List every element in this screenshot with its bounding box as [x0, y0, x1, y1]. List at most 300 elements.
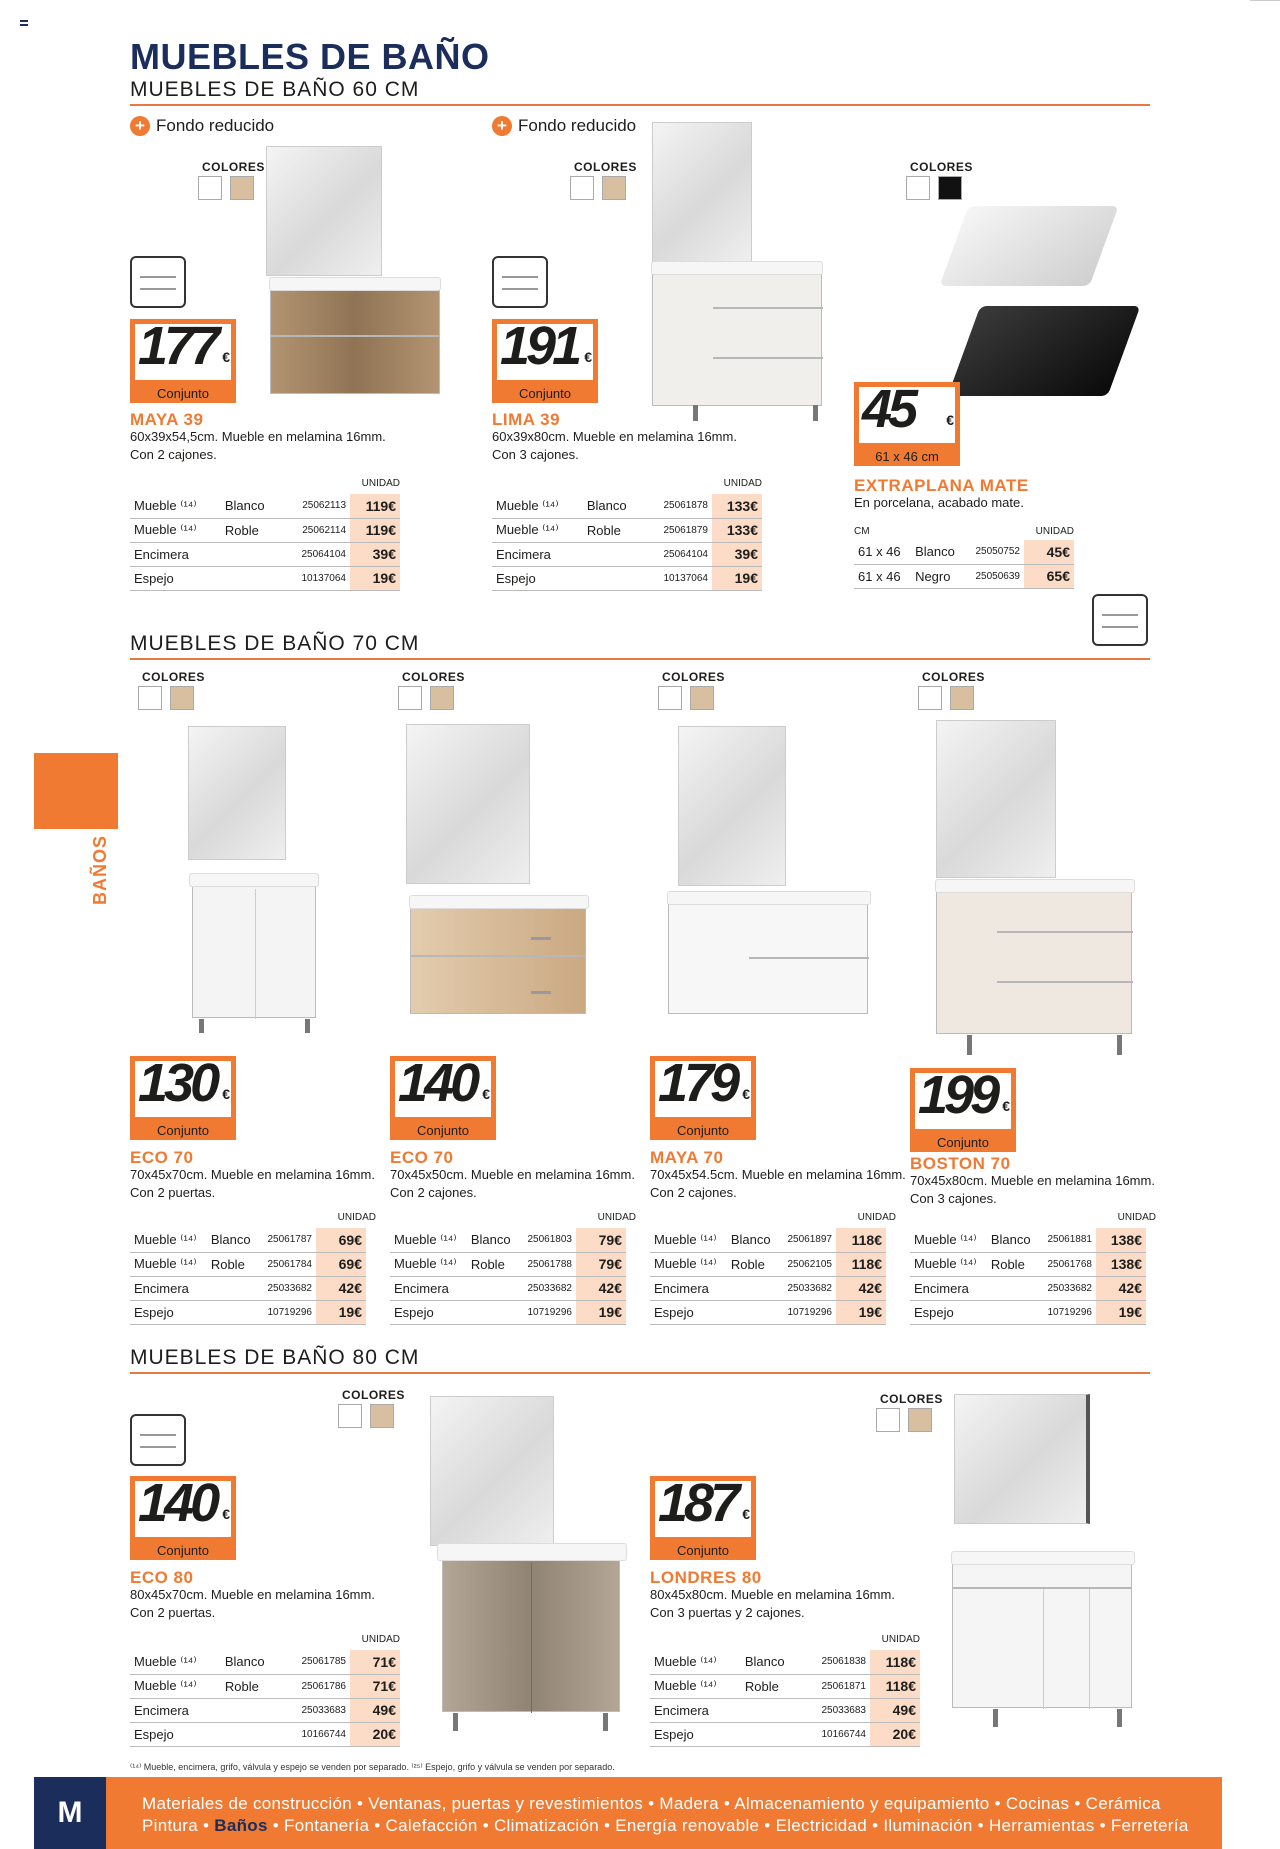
euro-sign: €: [222, 1506, 230, 1522]
item-cell: Mueble ⁽¹⁴⁾: [130, 518, 221, 542]
price-table: [130, 1650, 400, 1747]
item-cell: Mueble ⁽¹⁴⁾: [492, 494, 583, 518]
finish-cell: [583, 542, 645, 566]
cabinet-leg: [693, 405, 698, 421]
price-table: [854, 540, 1074, 589]
table-row: [130, 1300, 366, 1324]
drawer-line: [411, 955, 585, 957]
countertop-image: [935, 879, 1135, 893]
fondo-reducido-label: Fondo reducido: [156, 116, 275, 135]
unidad-label: UNIDAD: [857, 1212, 896, 1223]
ref-code-cell: 10719296: [259, 1300, 316, 1324]
price-cell: 71€: [350, 1674, 400, 1698]
unidad-label: UNIDAD: [337, 1212, 376, 1223]
section-60cm-heading: MUEBLES DE BAÑO 60 CM: [130, 78, 1150, 106]
price-value: 140: [138, 1473, 217, 1533]
item-cell: Espejo: [650, 1722, 741, 1746]
ref-code-cell: 25033682: [519, 1276, 576, 1300]
product-extraplana-mate: [854, 116, 1154, 596]
ref-code-cell: 25061786: [282, 1674, 350, 1698]
ref-code-cell: 25061803: [519, 1228, 576, 1252]
price-value: 177: [138, 316, 217, 376]
price-cell: 39€: [350, 542, 400, 566]
finish-cell: [221, 1698, 283, 1722]
unidad-label: UNIDAD: [597, 1212, 636, 1223]
ref-code-cell: 25064104: [282, 542, 350, 566]
item-cell: Mueble ⁽¹⁴⁾: [650, 1650, 741, 1674]
table-row: [130, 566, 400, 590]
colores-label: COLORES: [880, 1392, 943, 1406]
price-cell: 71€: [350, 1650, 400, 1674]
price-table: [492, 494, 762, 591]
colores-label: COLORES: [922, 670, 985, 684]
table-row: [130, 1252, 366, 1276]
finish-cell: Blanco: [727, 1228, 779, 1252]
unidad-label: UNIDAD: [1117, 1212, 1156, 1223]
item-cell: Mueble ⁽¹⁴⁾: [910, 1252, 987, 1276]
finish-cell: [583, 566, 645, 590]
product-name: ECO 70: [390, 1148, 454, 1167]
product-desc-line1: 80x45x70cm. Mueble en melamina 16mm.: [130, 1587, 375, 1602]
conjunto-label: Conjunto: [156, 1543, 210, 1558]
product-desc-line2: Con 2 cajones.: [650, 1185, 737, 1200]
product-desc-line2: Con 2 puertas.: [130, 1605, 216, 1620]
table-row: [650, 1650, 920, 1674]
drawer-line: [997, 981, 1133, 983]
price-tag: [910, 1065, 1016, 1152]
ref-code-cell: 25061788: [519, 1252, 576, 1276]
ref-code-cell: 10719296: [1039, 1300, 1096, 1324]
footer-cat-pintura[interactable]: Pintura •: [142, 1816, 215, 1835]
price-cell: 79€: [576, 1228, 626, 1252]
ref-code-cell: 25064104: [644, 542, 712, 566]
item-cell: Mueble ⁽¹⁴⁾: [910, 1228, 987, 1252]
finish-cell: Roble: [987, 1252, 1039, 1276]
color-swatch-oak[interactable]: [908, 1408, 932, 1432]
table-row: [854, 564, 1074, 588]
item-cell: Encimera: [650, 1276, 727, 1300]
color-swatch-white[interactable]: [906, 176, 930, 200]
product-name: MAYA 70: [650, 1148, 724, 1167]
ref-code-cell: 25061784: [259, 1252, 316, 1276]
product-desc-line2: Con 2 cajones.: [390, 1185, 477, 1200]
item-cell: 61 x 46: [854, 540, 911, 564]
price-value: 130: [138, 1053, 217, 1113]
footer-cat-rest[interactable]: • Fontanería • Calefacción • Climatización • Energía renovable • Electricidad • Iluminación • Herramientas • Ferretería: [267, 1816, 1189, 1835]
color-swatch-oak[interactable]: [690, 686, 714, 710]
item-cell: Mueble ⁽¹⁴⁾: [390, 1228, 467, 1252]
color-swatch-white[interactable]: [876, 1408, 900, 1432]
table-row: [650, 1722, 920, 1746]
cabinet-image: [952, 1558, 1132, 1708]
table-row: [910, 1228, 1146, 1252]
conjunto-label: Conjunto: [156, 1123, 210, 1138]
product-desc-line2: Con 2 cajones.: [130, 447, 217, 462]
conjunto-label: Conjunto: [676, 1123, 730, 1138]
price-tag: [130, 1473, 236, 1560]
colores-label: COLORES: [202, 160, 265, 174]
price-cell: 20€: [350, 1722, 400, 1746]
ref-code-cell: 25061878: [644, 494, 712, 518]
table-row: [492, 566, 762, 590]
item-cell: Mueble ⁽¹⁴⁾: [130, 494, 221, 518]
product-maya-70: [650, 668, 910, 1328]
item-cell: Encimera: [130, 1276, 207, 1300]
ref-code-cell: 25061871: [802, 1674, 870, 1698]
mirror-image: [936, 720, 1056, 878]
ref-code-cell: 25062113: [282, 494, 350, 518]
finish-cell: [221, 1722, 283, 1746]
cabinet-leg: [993, 1709, 998, 1727]
language-flag-icon[interactable]: [20, 20, 28, 26]
table-row: [854, 540, 1074, 564]
plus-icon: +: [492, 116, 512, 136]
unidad-label: UNIDAD: [1035, 526, 1074, 537]
cabinet-leg: [603, 1713, 608, 1731]
product-name: EXTRAPLANA MATE: [854, 476, 1029, 495]
fondo-reducido-tag: [492, 116, 636, 136]
table-row: [650, 1674, 920, 1698]
price-table: [910, 1228, 1146, 1325]
countertop-image: [437, 1543, 627, 1561]
item-cell: Mueble ⁽¹⁴⁾: [130, 1650, 221, 1674]
table-row: [390, 1300, 626, 1324]
plus-icon: +: [130, 116, 150, 136]
conjunto-label: Conjunto: [936, 1135, 990, 1150]
drawer-line: [713, 307, 823, 309]
mirror-image: [954, 1394, 1090, 1524]
product-desc-line1: 60x39x80cm. Mueble en melamina 16mm.: [492, 429, 737, 444]
price-cell: 49€: [870, 1698, 920, 1722]
price-cell: 69€: [316, 1228, 366, 1252]
ref-code-cell: 25061768: [1039, 1252, 1096, 1276]
ref-code-cell: 25050752: [965, 540, 1024, 564]
table-row: [130, 1228, 366, 1252]
price-cell: 133€: [712, 518, 762, 542]
finish-cell: Roble: [741, 1674, 803, 1698]
item-cell: Encimera: [130, 542, 221, 566]
table-row: [492, 518, 762, 542]
ref-code-cell: 25033682: [259, 1276, 316, 1300]
drawer-line: [997, 931, 1133, 933]
ref-code-cell: 25061897: [779, 1228, 836, 1252]
euro-sign: €: [946, 412, 954, 428]
price-table: [390, 1228, 626, 1325]
reduced-depth-badge-icon: [1092, 594, 1148, 646]
finish-cell: Roble: [583, 518, 645, 542]
price-cell: 138€: [1096, 1252, 1146, 1276]
drawer-line: [953, 1587, 1131, 1589]
colores-label: COLORES: [662, 670, 725, 684]
ref-code-cell: 10137064: [644, 566, 712, 590]
color-swatch-white[interactable]: [398, 686, 422, 710]
white-sink-image: [939, 206, 1118, 286]
price-cell: 45€: [1024, 540, 1074, 564]
price-tag: [390, 1053, 496, 1140]
mirror-image: [678, 726, 786, 886]
ref-code-cell: 10166744: [802, 1722, 870, 1746]
product-desc-line1: 80x45x80cm. Mueble en melamina 16mm.: [650, 1587, 895, 1602]
cabinet-image: [668, 896, 868, 1014]
ref-code-cell: 10137064: [282, 566, 350, 590]
price-tag: [854, 379, 960, 466]
table-row: [650, 1300, 886, 1324]
finish-cell: Roble: [727, 1252, 779, 1276]
price-cell: 42€: [576, 1276, 626, 1300]
price-value: 140: [398, 1053, 477, 1113]
product-lima-39: [492, 116, 792, 596]
finish-cell: Blanco: [911, 540, 965, 564]
table-row: [130, 494, 400, 518]
product-desc-line2: Con 3 cajones.: [492, 447, 579, 462]
price-cell: 39€: [712, 542, 762, 566]
ref-code-cell: 25033683: [282, 1698, 350, 1722]
color-swatch-oak[interactable]: [430, 686, 454, 710]
finish-cell: Blanco: [207, 1228, 259, 1252]
size-label: 61 x 46 cm: [875, 449, 939, 464]
conjunto-label: Conjunto: [156, 386, 210, 401]
item-cell: Mueble ⁽¹⁴⁾: [130, 1228, 207, 1252]
price-cell: 118€: [870, 1674, 920, 1698]
price-cell: 79€: [576, 1252, 626, 1276]
cabinet-leg: [453, 1713, 458, 1731]
fondo-reducido-tag: [130, 116, 274, 136]
footer-categories-line1[interactable]: Materiales de construcción • Ventanas, puertas y revestimientos • Madera • Almacenamiento y equipamiento • Cocinas • Cerámica: [142, 1794, 1161, 1813]
color-swatch-oak[interactable]: [170, 686, 194, 710]
table-row: [650, 1276, 886, 1300]
ref-code-cell: 25061785: [282, 1650, 350, 1674]
product-eco-70-drawers: [390, 668, 650, 1328]
table-row: [910, 1252, 1146, 1276]
product-desc-line1: 70x45x80cm. Mueble en melamina 16mm.: [910, 1173, 1155, 1188]
color-swatch-white[interactable]: [658, 686, 682, 710]
color-swatch-white[interactable]: [918, 686, 942, 710]
product-name: ECO 70: [130, 1148, 194, 1167]
cabinet-leg: [813, 405, 818, 421]
color-swatch-black[interactable]: [938, 176, 962, 200]
cabinet-image: [410, 900, 586, 1014]
table-row: [130, 1698, 400, 1722]
mirror-image: [406, 724, 530, 884]
table-row: [130, 1674, 400, 1698]
finish-cell: [467, 1276, 519, 1300]
color-swatch-white[interactable]: [338, 1404, 362, 1428]
item-cell: Mueble ⁽¹⁴⁾: [650, 1228, 727, 1252]
footer-categories-line2[interactable]: [142, 1816, 1189, 1836]
item-cell: 61 x 46: [854, 564, 911, 588]
section-70cm-heading: MUEBLES DE BAÑO 70 CM: [130, 632, 1150, 660]
footer-cat-banos-active[interactable]: Baños: [214, 1816, 268, 1835]
section-80cm-heading: MUEBLES DE BAÑO 80 CM: [130, 1346, 1150, 1374]
ref-code-cell: 25061879: [644, 518, 712, 542]
price-value: 187: [658, 1473, 737, 1533]
unidad-label: UNIDAD: [881, 1634, 920, 1645]
conjunto-label: Conjunto: [416, 1123, 470, 1138]
euro-sign: €: [222, 1086, 230, 1102]
cabinet-image: [936, 884, 1132, 1034]
price-cell: 118€: [836, 1228, 886, 1252]
ref-code-cell: 25050639: [965, 564, 1024, 588]
finish-cell: [727, 1276, 779, 1300]
item-cell: Espejo: [390, 1300, 467, 1324]
item-cell: Espejo: [130, 1722, 221, 1746]
ref-code-cell: 25061881: [1039, 1228, 1096, 1252]
item-cell: Espejo: [650, 1300, 727, 1324]
countertop-image: [951, 1551, 1135, 1565]
ref-code-cell: 25033683: [802, 1698, 870, 1722]
color-swatch-white[interactable]: [198, 176, 222, 200]
finish-cell: Blanco: [741, 1650, 803, 1674]
drawer-handle: [531, 991, 551, 994]
countertop-image: [269, 277, 441, 291]
price-tag: [650, 1473, 756, 1560]
product-desc-line1: En porcelana, acabado mate.: [854, 495, 1024, 510]
finish-cell: Blanco: [221, 494, 283, 518]
cm-label: CM: [854, 526, 870, 537]
price-cell: 42€: [316, 1276, 366, 1300]
cabinet-image: [192, 878, 316, 1018]
price-cell: 49€: [350, 1698, 400, 1722]
price-cell: 19€: [1096, 1300, 1146, 1324]
conjunto-label: Conjunto: [676, 1543, 730, 1558]
table-row: [910, 1300, 1146, 1324]
color-swatch-white[interactable]: [138, 686, 162, 710]
product-desc-line1: 60x39x54,5cm. Mueble en melamina 16mm.: [130, 429, 386, 444]
item-cell: Mueble ⁽¹⁴⁾: [390, 1252, 467, 1276]
product-desc-line1: 70x45x54.5cm. Mueble en melamina 16mm.: [650, 1167, 906, 1182]
item-cell: Mueble ⁽¹⁴⁾: [130, 1674, 221, 1698]
euro-sign: €: [742, 1506, 750, 1522]
euro-sign: €: [742, 1086, 750, 1102]
finish-cell: Roble: [221, 518, 283, 542]
item-cell: Espejo: [492, 566, 583, 590]
price-cell: 19€: [712, 566, 762, 590]
price-cell: 118€: [870, 1650, 920, 1674]
price-table: [130, 494, 400, 591]
table-row: [650, 1228, 886, 1252]
euro-sign: €: [222, 349, 230, 365]
product-name: LIMA 39: [492, 410, 561, 429]
table-row: [130, 518, 400, 542]
finish-cell: Blanco: [221, 1650, 283, 1674]
euro-sign: €: [482, 1086, 490, 1102]
table-row: [650, 1698, 920, 1722]
page-title: MUEBLES DE BAÑO: [130, 36, 490, 77]
drawer-line: [713, 357, 823, 359]
color-swatch-oak[interactable]: [230, 176, 254, 200]
finish-cell: [221, 542, 283, 566]
cabinet-image: [652, 266, 822, 406]
reduced-depth-badge-icon: [130, 256, 186, 308]
price-cell: 69€: [316, 1252, 366, 1276]
product-maya-39: [130, 116, 430, 596]
colores-label: COLORES: [402, 670, 465, 684]
countertop-image: [651, 261, 823, 275]
table-row: [130, 1722, 400, 1746]
product-eco-80: [130, 1382, 650, 1752]
price-value: 191: [500, 316, 579, 376]
colores-label: COLORES: [342, 1388, 405, 1402]
item-cell: Espejo: [130, 1300, 207, 1324]
product-desc-line2: Con 3 cajones.: [910, 1191, 997, 1206]
table-row: [650, 1252, 886, 1276]
ref-code-cell: 25033682: [779, 1276, 836, 1300]
table-row: [390, 1228, 626, 1252]
product-londres-80: [650, 1382, 1170, 1752]
product-desc-line1: 70x45x50cm. Mueble en melamina 16mm.: [390, 1167, 635, 1182]
item-cell: Mueble ⁽¹⁴⁾: [650, 1252, 727, 1276]
item-cell: Encimera: [130, 1698, 221, 1722]
price-value: 199: [918, 1065, 997, 1125]
cabinet-image: [270, 284, 440, 394]
category-side-tab[interactable]: [34, 753, 118, 829]
colores-label: COLORES: [142, 670, 205, 684]
finish-cell: [207, 1300, 259, 1324]
table-row: [390, 1276, 626, 1300]
item-cell: Espejo: [130, 566, 221, 590]
color-swatch-oak[interactable]: [950, 686, 974, 710]
euro-sign: €: [584, 349, 592, 365]
price-tag: [130, 1053, 236, 1140]
item-cell: Encimera: [390, 1276, 467, 1300]
reduced-depth-badge-icon: [130, 1414, 186, 1466]
product-desc-line2: Con 3 puertas y 2 cajones.: [650, 1605, 805, 1620]
price-cell: 20€: [870, 1722, 920, 1746]
price-cell: 133€: [712, 494, 762, 518]
item-cell: Espejo: [910, 1300, 987, 1324]
finish-cell: Roble: [221, 1674, 283, 1698]
cabinet-image: [442, 1552, 620, 1712]
unidad-label: UNIDAD: [361, 478, 400, 489]
table-row: [390, 1252, 626, 1276]
product-name: MAYA 39: [130, 410, 204, 429]
table-row: [130, 1650, 400, 1674]
table-row: [492, 494, 762, 518]
countertop-image: [667, 891, 871, 905]
finish-cell: [741, 1722, 803, 1746]
finish-cell: [221, 566, 283, 590]
mirror-image: [430, 1396, 554, 1546]
brand-logo[interactable]: M: [34, 1777, 106, 1849]
table-row: [130, 542, 400, 566]
item-cell: Encimera: [492, 542, 583, 566]
ref-code-cell: 10719296: [519, 1300, 576, 1324]
price-cell: 19€: [576, 1300, 626, 1324]
price-cell: 19€: [836, 1300, 886, 1324]
ref-code-cell: 25033682: [1039, 1276, 1096, 1300]
item-cell: Mueble ⁽¹⁴⁾: [492, 518, 583, 542]
price-cell: 19€: [316, 1300, 366, 1324]
ref-code-cell: 25062114: [282, 518, 350, 542]
price-value: 45: [862, 379, 915, 439]
color-swatch-oak[interactable]: [370, 1404, 394, 1428]
reduced-depth-badge-icon: [492, 256, 548, 308]
price-tag: [492, 316, 598, 403]
mirror-image: [188, 726, 286, 860]
color-swatch-white[interactable]: [570, 176, 594, 200]
product-desc-line2: Con 2 puertas.: [130, 1185, 216, 1200]
ref-code-cell: 25062105: [779, 1252, 836, 1276]
table-row: [130, 1276, 366, 1300]
finish-cell: Blanco: [987, 1228, 1039, 1252]
footnote: ⁽¹⁴⁾ Mueble, encimera, grifo, válvula y espejo se venden por separado. ⁽²⁵⁾ Espejo, grifo y válvula se venden por separado.: [130, 1762, 615, 1772]
color-swatch-oak[interactable]: [602, 176, 626, 200]
product-boston-70: [910, 668, 1170, 1328]
drawer-line: [749, 957, 869, 959]
item-cell: Encimera: [650, 1698, 741, 1722]
drawer-line: [271, 335, 439, 337]
finish-cell: [207, 1276, 259, 1300]
